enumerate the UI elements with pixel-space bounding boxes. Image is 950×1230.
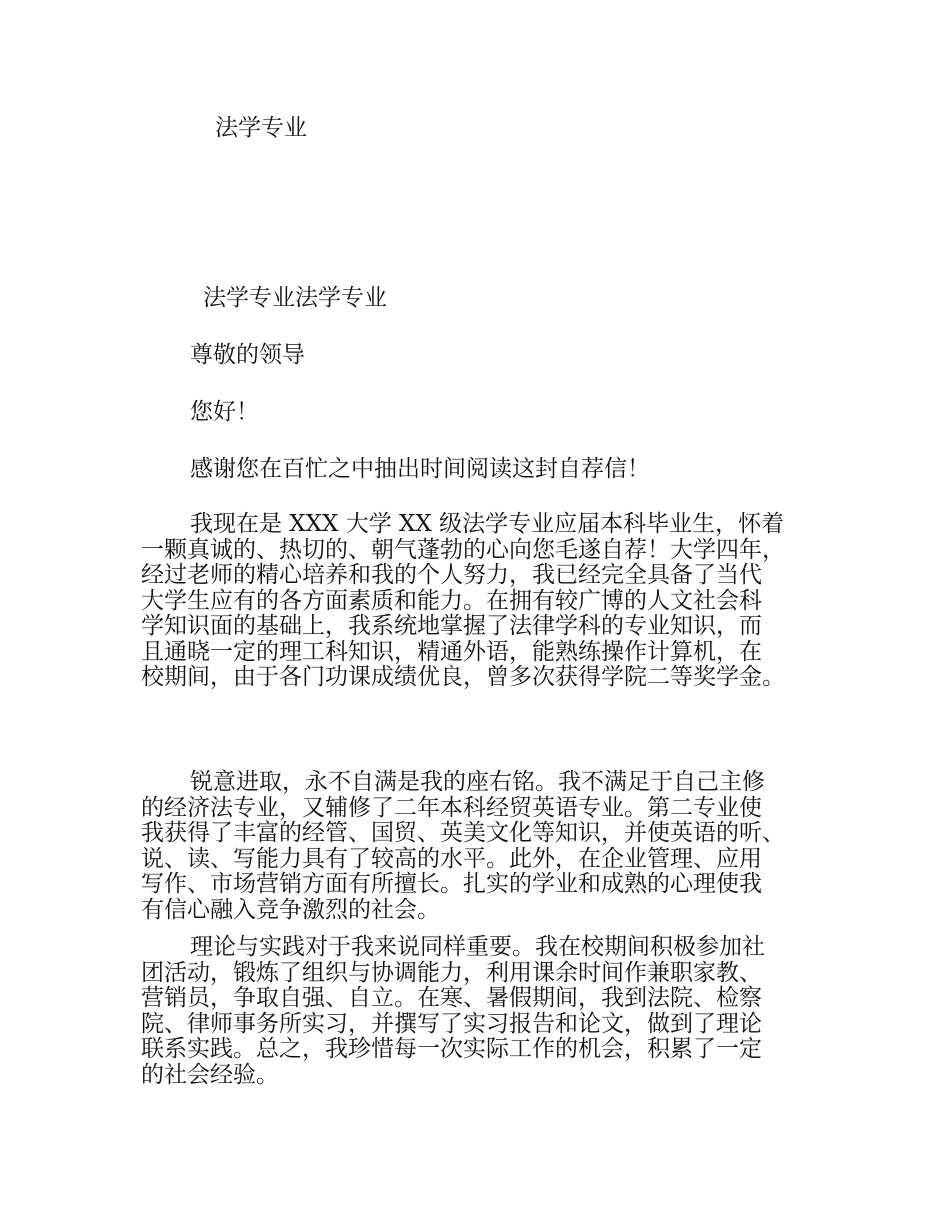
paragraph-line: 联系实践。总之，我珍惜每一次实际工作的机会，积累了一定	[141, 1036, 762, 1062]
header-title: 法学专业	[215, 115, 307, 141]
paragraph-line: 理论与实践对于我来说同样重要。我在校期间积极参加社	[190, 934, 765, 960]
thanks-line: 感谢您在百忙之中抽出时间阅读这封自荐信！	[190, 456, 650, 482]
paragraph-line: 我获得了丰富的经管、国贸、英美文化等知识，并使英语的听、	[141, 820, 785, 846]
paragraph-line: 有信心融入竞争激烈的社会。	[141, 896, 440, 923]
paragraph-line: 一颗真诚的、热切的、朝气蓬勃的心向您毛遂自荐！大学四年，	[141, 536, 785, 563]
sub-title: 法学专业法学专业	[203, 285, 387, 311]
paragraph-line: 说、读、写能力具有了较高的水平。此外，在企业管理、应用	[141, 845, 762, 872]
paragraph-line: 院、律师事务所实习，并撰写了实习报告和论文，做到了理论	[141, 1010, 762, 1037]
paragraph-line: 的经济法专业，又辅修了二年本科经贸英语专业。第二专业使	[141, 794, 762, 821]
paragraph-line: 经过老师的精心培养和我的个人努力，我已经完全具备了当代	[141, 562, 762, 588]
paragraph-line: 大学生应有的各方面素质和能力。在拥有较广博的人文社会科	[141, 587, 762, 614]
paragraph-2	[141, 770, 831, 923]
paragraph-3	[141, 935, 831, 1088]
paragraph-line: 我现在是 XXX 大学 XX 级法学专业应届本科毕业生，怀着	[190, 511, 785, 537]
paragraph-line: 营销员，争取自强、自立。在寒、暑假期间，我到法院、检察	[141, 985, 762, 1011]
paragraph-line: 学知识面的基础上，我系统地掌握了法律学科的专业知识，而	[141, 613, 762, 639]
paragraph-line: 且通晓一定的理工科知识，精通外语，能熟练操作计算机，在	[141, 638, 762, 665]
paragraph-line: 团活动，锻炼了组织与协调能力，利用课余时间作兼职家教、	[141, 959, 762, 986]
paragraph-line: 锐意进取，永不自满是我的座右铭。我不满足于自己主修	[190, 769, 765, 795]
greeting: 您好！	[190, 399, 259, 425]
salutation: 尊敬的领导	[190, 342, 305, 368]
paragraph-line: 写作、市场营销方面有所擅长。扎实的学业和成熟的心理使我	[141, 871, 762, 897]
paragraph-1	[141, 512, 831, 691]
paragraph-line: 校期间，由于各门功课成绩优良，曾多次获得学院二等奖学金。	[141, 664, 785, 690]
paragraph-line: 的社会经验。	[141, 1061, 279, 1088]
